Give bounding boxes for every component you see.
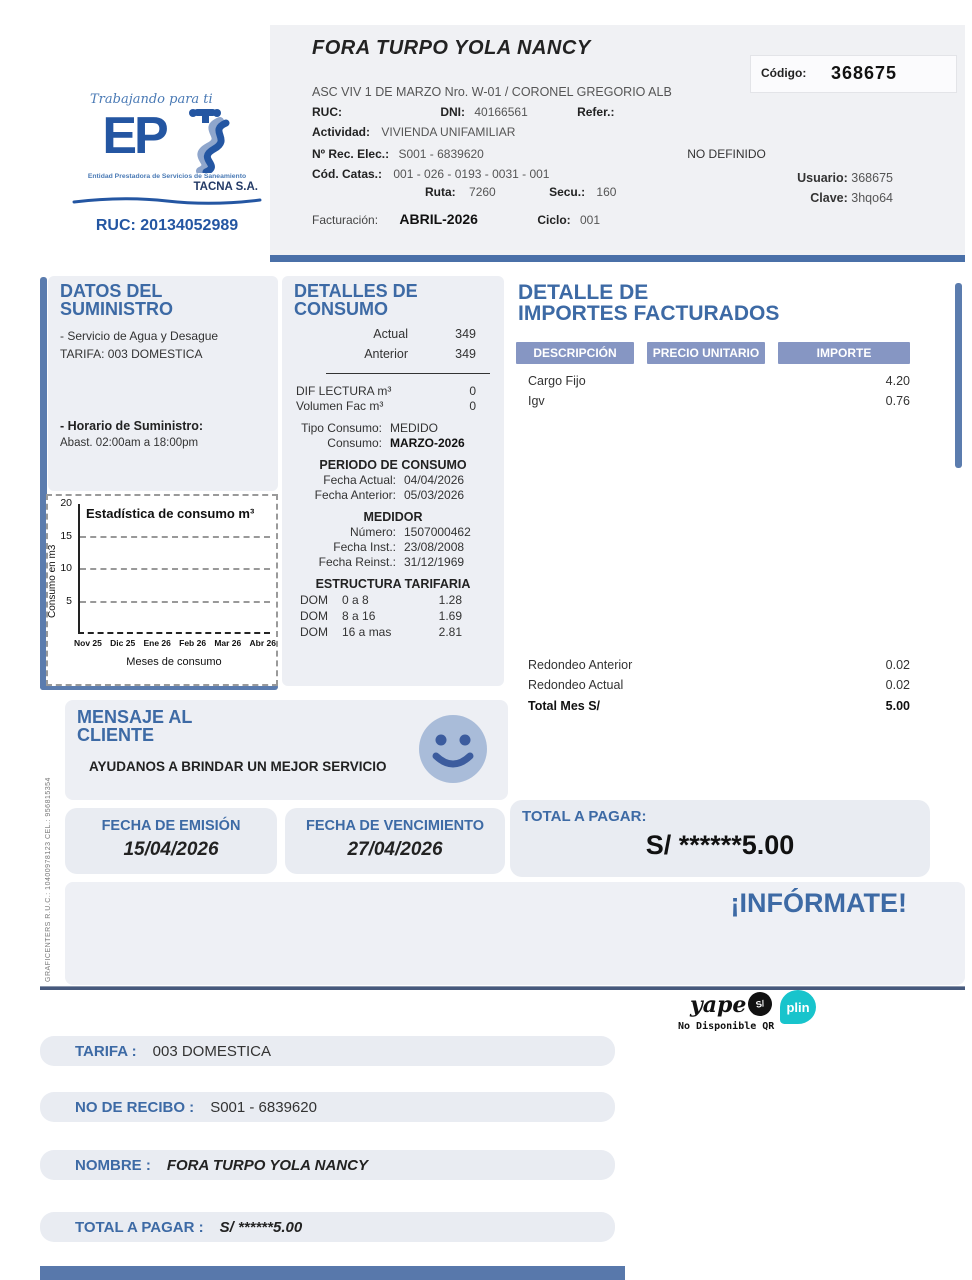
- no-definido-text: NO DEFINIDO: [687, 147, 766, 161]
- summary-nombre-label: NOMBRE :: [75, 1156, 151, 1174]
- printer-credit-text: GRAFICENTERS R.U.C.: 10400978123 CEL.: 956815354: [45, 777, 52, 982]
- horario-value: Abast. 02:00am a 18:00pm: [60, 436, 199, 449]
- actividad-label: Actividad:: [312, 125, 371, 139]
- fecha-emision-box: [65, 808, 277, 874]
- secu-value: 160: [596, 185, 617, 199]
- medidor-numero-row: Número: 1507000462: [349, 524, 471, 539]
- yape-badge-icon: S/: [746, 990, 774, 1018]
- importes-table-header: [516, 342, 948, 364]
- tarifa-row-3: DOM 16 a mas 2.81: [300, 624, 462, 639]
- bottom-accent-bar: [40, 1266, 625, 1280]
- summary-recibo-row: [40, 1092, 615, 1122]
- dni-label: DNI:: [440, 105, 466, 119]
- fecha-actual-row: Fecha Actual: 04/04/2026: [323, 472, 465, 487]
- fecha-vencimiento-label: FECHA DE VENCIMIENTO: [305, 818, 485, 834]
- gridline-10: [80, 568, 270, 570]
- ciclo-label: Ciclo:: [537, 213, 571, 227]
- y-tick-5: 5: [66, 595, 72, 607]
- gridline-5: [80, 601, 270, 603]
- total-a-pagar-value: S/ ******5.00: [645, 830, 795, 860]
- header-box: [270, 25, 965, 262]
- cod-catas-label: Cód. Catas.:: [312, 167, 383, 181]
- logo-company: TACNA S.A.: [193, 181, 258, 193]
- informate-text: ¡INFÓRMATE!: [730, 888, 907, 918]
- water-tap-river-icon: [166, 107, 232, 178]
- fecha-anterior-row: Fecha Anterior: 05/03/2026: [314, 487, 465, 502]
- detalles-consumo-panel: [282, 276, 504, 686]
- horario-label: - Horario de Suministro:: [60, 418, 204, 433]
- table-row: Igv 0.76: [528, 394, 910, 408]
- logo-brand-text: EP: [102, 107, 166, 165]
- col-precio-unitario: PRECIO UNITARIO: [647, 342, 765, 364]
- fecha-inst-row: Fecha Inst.: 23/08/2008: [333, 539, 465, 554]
- x-tick: Mar 26: [214, 638, 242, 648]
- summary-total-label: TOTAL A PAGAR :: [75, 1218, 204, 1236]
- summary-recibo-value: S001 - 6839620: [210, 1098, 317, 1116]
- codigo-value: 368675: [831, 63, 898, 83]
- chart-plot-area: [78, 504, 270, 634]
- mensaje-body: AYUDANOS A BRINDAR UN MEJOR SERVICIO: [89, 758, 387, 774]
- usuario-row: [797, 168, 893, 188]
- consumo-title: DETALLES DE CONSUMO: [294, 281, 418, 320]
- datos-title: DATOS DEL SUMINISTRO: [60, 281, 174, 320]
- periodo-title: PERIODO DE CONSUMO: [319, 457, 467, 472]
- table-row: Cargo Fijo 4.20: [528, 374, 910, 388]
- usuario-value: 368675: [851, 171, 893, 185]
- x-tick: Dic 25: [110, 638, 136, 648]
- tarifa-row-2: DOM 8 a 16 1.69: [300, 608, 462, 623]
- tipo-consumo-row: Tipo Consumo: MEDIDO: [301, 420, 438, 435]
- ruta-value: 7260: [469, 185, 496, 199]
- ruc-label: RUC:: [312, 105, 342, 119]
- customer-address: ASC VIV 1 DE MARZO Nro. W-01 / CORONEL GREGORIO ALB: [312, 85, 672, 99]
- dif-lectura-row: DIF LECTURA m³ 0: [296, 383, 476, 398]
- ruta-secu-row: [425, 185, 616, 199]
- y-tick-10: 10: [60, 562, 72, 574]
- total-a-pagar-box: [510, 800, 930, 877]
- rec-elec-row: [312, 147, 766, 161]
- consumo-mes-row: Consumo: MARZO-2026: [327, 435, 465, 450]
- anterior-row: Anterior 349: [364, 346, 476, 361]
- col-importe: IMPORTE: [778, 342, 910, 364]
- datos-suministro-panel: [48, 276, 278, 491]
- summary-nombre-value: FORA TURPO YOLA NANCY: [166, 1156, 368, 1174]
- summary-tarifa-label: TARIFA :: [75, 1042, 137, 1060]
- redondeo-anterior-row: Redondeo Anterior 0.02: [528, 658, 910, 672]
- actividad-row: [312, 125, 515, 139]
- qr-note: No Disponible QR: [678, 1021, 775, 1032]
- usuario-clave-block: [797, 168, 893, 208]
- plin-logo: plin: [780, 990, 816, 1024]
- informate-panel: [65, 882, 965, 985]
- codigo-box: [750, 55, 957, 93]
- cod-catas-value: 001 - 026 - 0193 - 0031 - 001: [393, 167, 550, 181]
- cod-catas-row: [312, 167, 549, 181]
- summary-tarifa-row: [40, 1036, 615, 1066]
- usuario-label: Usuario:: [797, 171, 848, 185]
- rec-elec-value: S001 - 6839620: [398, 147, 484, 161]
- refer-label: Refer.:: [577, 105, 615, 119]
- service-line: - Servicio de Agua y Desague: [60, 328, 219, 343]
- col-descripcion: DESCRIPCIÓN: [516, 342, 634, 364]
- yape-logo: yape: [690, 992, 747, 1018]
- ruta-label: Ruta:: [425, 185, 456, 199]
- logo-tagline: Trabajando para ti: [90, 92, 213, 107]
- estructura-title: ESTRUCTURA TARIFARIA: [315, 576, 471, 591]
- x-tick: Abr 26: [249, 638, 276, 648]
- chart-y-axis-label: Consumo en m3: [47, 544, 58, 618]
- rec-elec-label: Nº Rec. Elec.:: [312, 147, 390, 161]
- total-mes-row: Total Mes S/ 5.00: [528, 699, 910, 713]
- importes-facturados-panel: [510, 278, 955, 788]
- summary-nombre-row: [40, 1150, 615, 1180]
- x-tick: Feb 26: [179, 638, 207, 648]
- logo-subtitle: Entidad Prestadora de Servicios de Saneamiento: [87, 173, 247, 180]
- fecha-emision-label: FECHA DE EMISIÓN: [101, 818, 241, 834]
- secu-label: Secu.:: [549, 185, 586, 199]
- importes-title: DETALLE DE IMPORTES FACTURADOS: [518, 281, 780, 326]
- consumption-chart: [46, 494, 278, 686]
- ruc-dni-row: [312, 105, 614, 119]
- redondeo-actual-row: Redondeo Actual 0.02: [528, 678, 910, 692]
- clave-value: 3hqo64: [851, 191, 893, 205]
- actual-row: Actual 349: [373, 326, 476, 341]
- fecha-vencimiento-box: [285, 808, 505, 874]
- chart-x-axis-label: Meses de consumo: [126, 656, 222, 668]
- dni-value: 40166561: [474, 105, 528, 119]
- facturacion-row: [312, 211, 600, 227]
- x-tick: Nov 25: [74, 638, 102, 648]
- tarifa-row-1: DOM 0 a 8 1.28: [300, 592, 462, 607]
- facturacion-label: Facturación:: [312, 213, 379, 227]
- smiley-face-icon: [416, 712, 490, 791]
- y-tick-15: 15: [60, 530, 72, 542]
- eps-logo: [62, 92, 272, 235]
- clave-label: Clave:: [810, 191, 848, 205]
- fecha-reinst-row: Fecha Reinst.: 31/12/1969: [318, 554, 465, 569]
- fecha-vencimiento-value: 27/04/2026: [347, 839, 443, 860]
- section-divider: [40, 986, 965, 990]
- right-accent-bar: [955, 283, 962, 468]
- reading-divider: [326, 373, 490, 374]
- total-a-pagar-label: TOTAL A PAGAR:: [522, 808, 647, 825]
- logo-brand-row: [62, 107, 272, 173]
- codigo-label: Código:: [761, 66, 807, 80]
- x-tick: Ene 26: [143, 638, 171, 648]
- mensaje-cliente-panel: [65, 700, 508, 800]
- tarifa-line: TARIFA: 003 DOMESTICA: [60, 346, 203, 361]
- clave-row: [797, 188, 893, 208]
- gridline-15: [80, 536, 270, 538]
- customer-name: FORA TURPO YOLA NANCY: [312, 37, 591, 59]
- summary-tarifa-value: 003 DOMESTICA: [152, 1042, 272, 1060]
- facturacion-value: ABRIL-2026: [399, 211, 478, 227]
- chart-x-ticks: [74, 638, 276, 648]
- medidor-title: MEDIDOR: [363, 509, 423, 524]
- fecha-emision-value: 15/04/2026: [123, 839, 219, 860]
- volumen-fac-row: Volumen Fac m³ 0: [296, 398, 476, 413]
- summary-total-row: [40, 1212, 615, 1242]
- actividad-value: VIVIENDA UNIFAMILIAR: [381, 125, 516, 139]
- mensaje-title: MENSAJE AL CLIENTE: [77, 707, 193, 746]
- summary-total-value: S/ ******5.00: [219, 1218, 303, 1236]
- chart-title: Estadística de consumo m³: [86, 506, 255, 521]
- y-tick-20: 20: [60, 497, 72, 509]
- summary-recibo-label: NO DE RECIBO :: [75, 1098, 195, 1116]
- logo-wave-icon: [62, 193, 272, 211]
- ciclo-value: 001: [580, 213, 601, 227]
- logo-ruc: RUC: 20134052989: [95, 217, 239, 234]
